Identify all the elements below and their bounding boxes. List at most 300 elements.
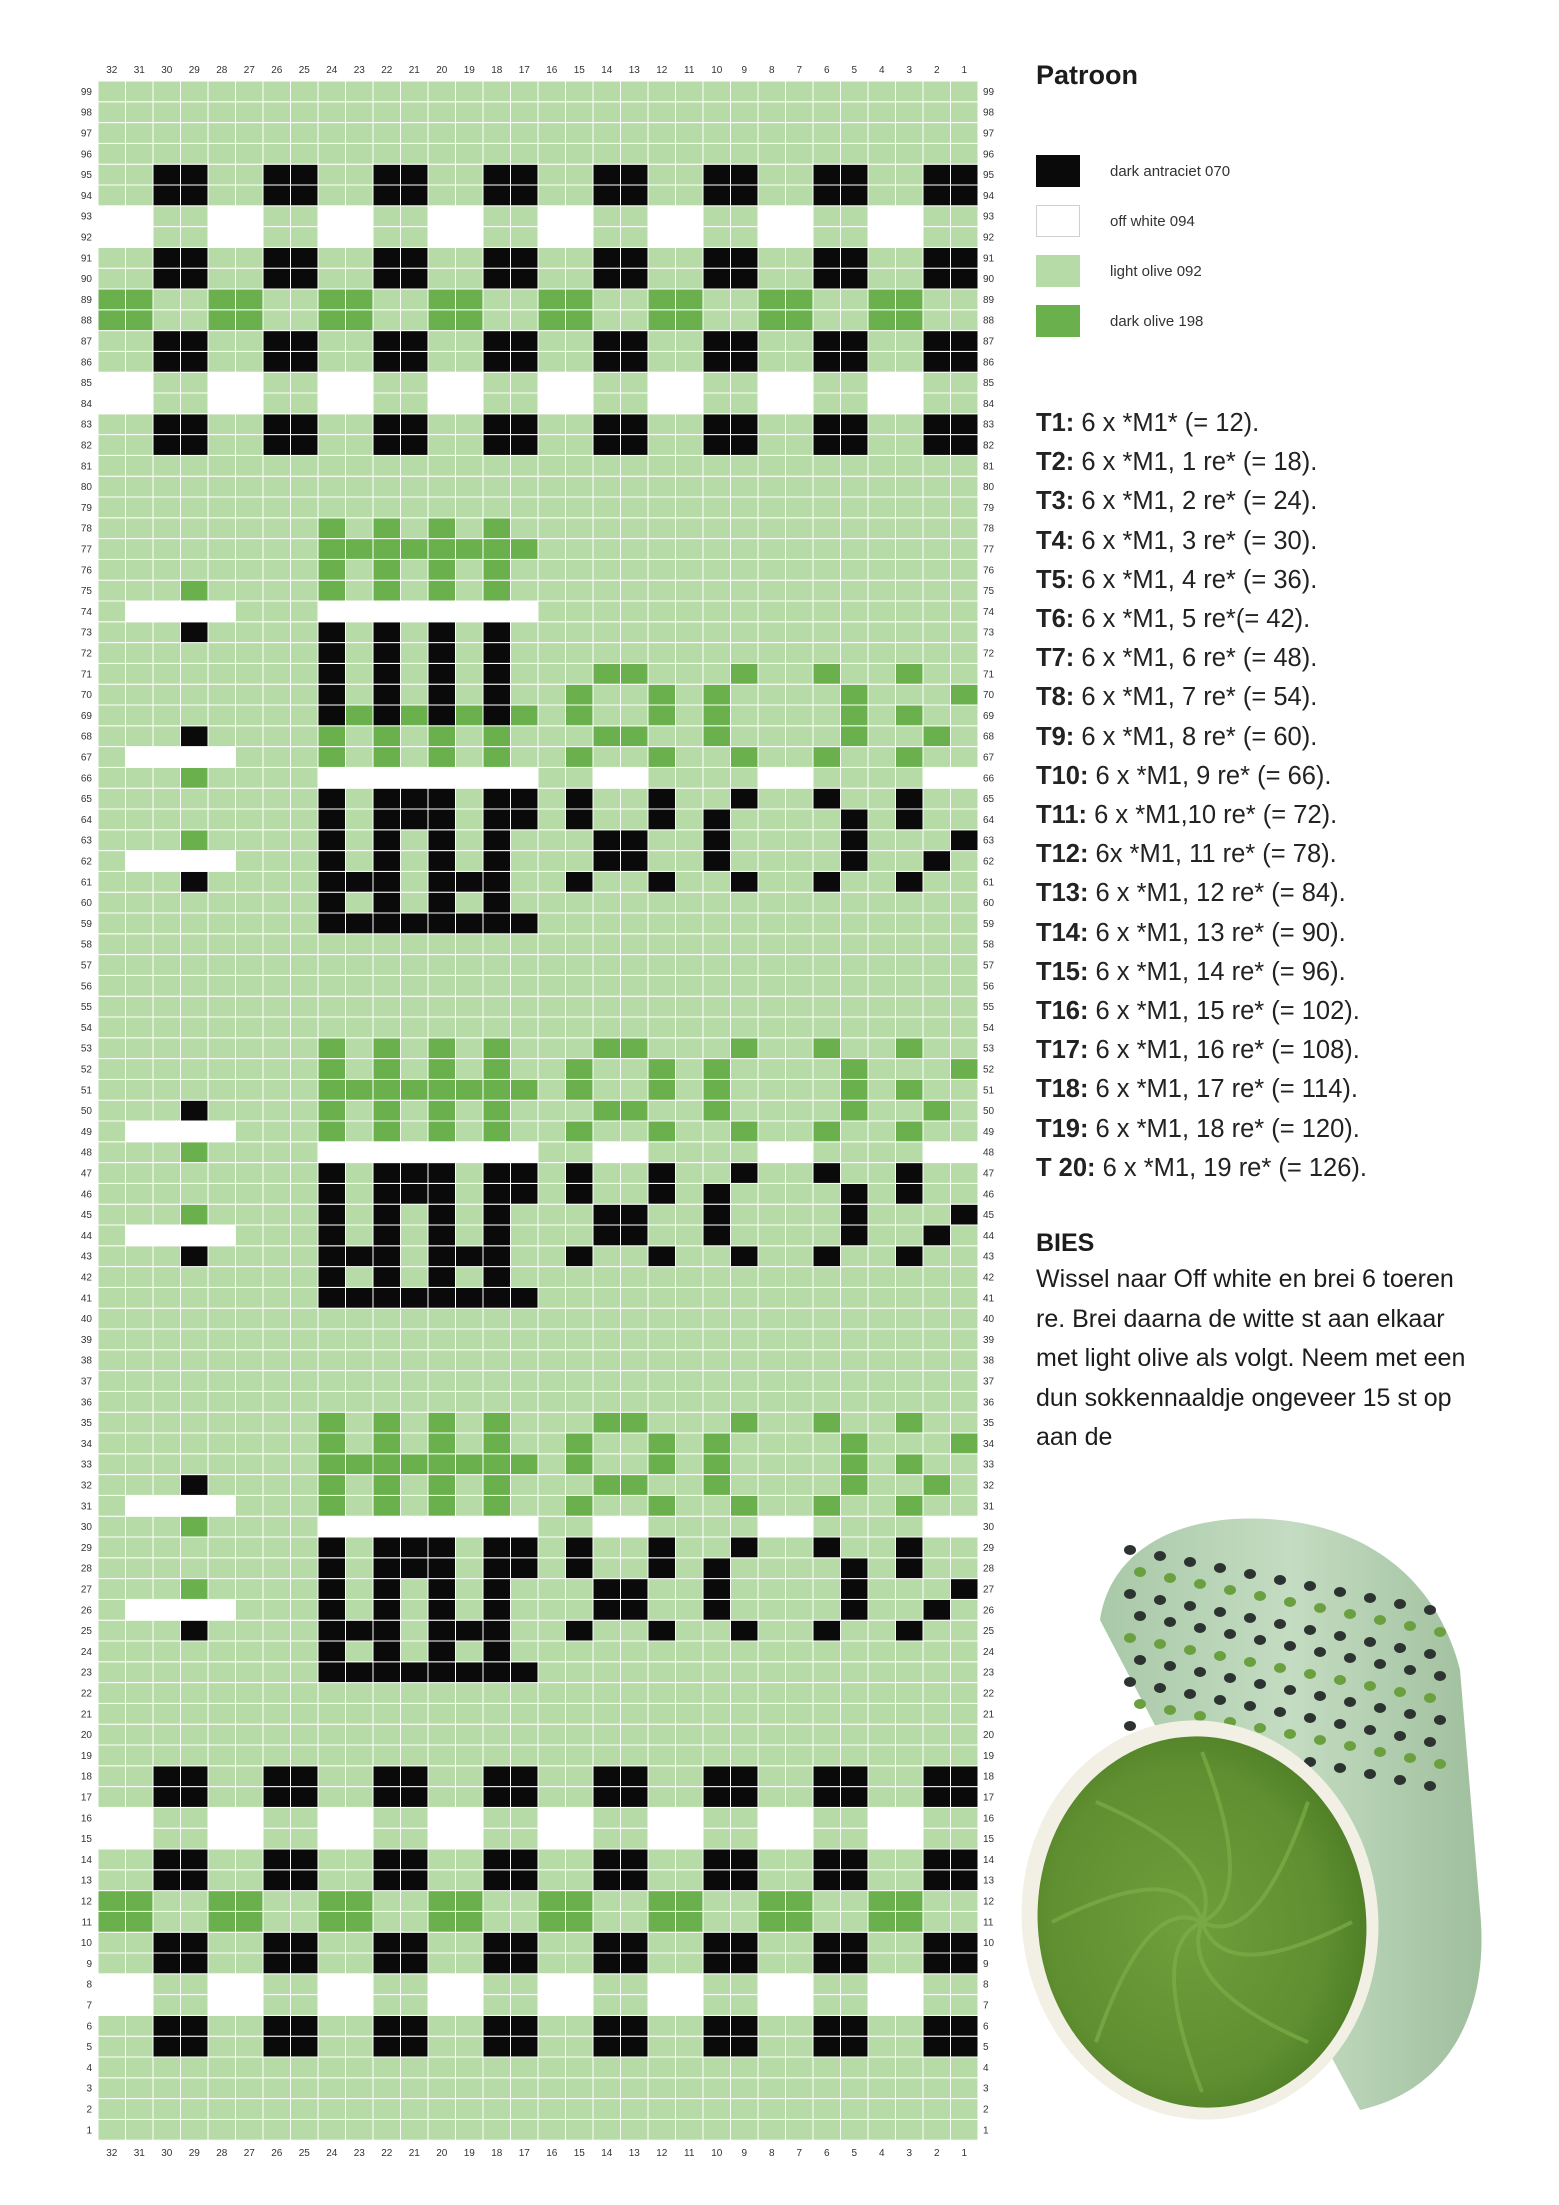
chart-cell — [346, 684, 374, 705]
chart-cell — [263, 1017, 291, 1038]
chart-cell — [648, 622, 676, 643]
row-number: 10 — [983, 1938, 995, 1950]
chart-cell — [126, 1287, 154, 1308]
chart-cell — [153, 705, 181, 726]
row-number: 42 — [983, 1272, 995, 1284]
chart-cell — [511, 1308, 539, 1329]
knit-dot — [1364, 1769, 1376, 1779]
chart-cell — [263, 2015, 291, 2036]
chart-cell — [456, 1724, 484, 1745]
chart-cell — [648, 2015, 676, 2036]
chart-cell — [181, 1558, 209, 1579]
chart-cell — [813, 1911, 841, 1932]
chart-cell — [511, 643, 539, 664]
chart-cell — [758, 1745, 786, 1766]
chart-cell — [786, 1703, 814, 1724]
chart-cell — [841, 1953, 869, 1974]
chart-cell — [318, 1870, 346, 1891]
chart-cell — [813, 2015, 841, 2036]
chart-cell — [291, 518, 319, 539]
chart-cell — [291, 227, 319, 248]
chart-cell — [786, 1142, 814, 1163]
chart-cell — [153, 851, 181, 872]
chart-cell — [511, 1516, 539, 1537]
chart-cell — [703, 143, 731, 164]
chart-cell — [758, 1724, 786, 1745]
chart-cell — [291, 934, 319, 955]
chart-cell — [373, 185, 401, 206]
chart-cell — [291, 1787, 319, 1808]
chart-cell — [373, 1142, 401, 1163]
chart-cell — [126, 851, 154, 872]
chart-cell — [841, 851, 869, 872]
chart-cell — [428, 580, 456, 601]
chart-cell — [538, 871, 566, 892]
chart-cell — [538, 1183, 566, 1204]
chart-cell — [813, 435, 841, 456]
chart-cell — [181, 2099, 209, 2120]
knit-dot — [1154, 1639, 1166, 1649]
chart-cell — [951, 310, 979, 331]
chart-cell — [868, 435, 896, 456]
chart-cell — [896, 123, 924, 144]
chart-cell — [758, 393, 786, 414]
chart-cell — [566, 518, 594, 539]
row-number: 23 — [80, 1667, 92, 1679]
row-number: 30 — [80, 1522, 92, 1534]
knit-dot — [1224, 1629, 1236, 1639]
chart-cell — [263, 1475, 291, 1496]
row-number: 18 — [983, 1771, 995, 1783]
chart-cell — [676, 1974, 704, 1995]
chart-cell — [786, 268, 814, 289]
chart-cell — [951, 1974, 979, 1995]
chart-cell — [621, 580, 649, 601]
row-number: 69 — [983, 710, 995, 722]
chart-cell — [291, 1579, 319, 1600]
legend-item — [1036, 246, 1536, 296]
chart-cell — [868, 1246, 896, 1267]
chart-cell — [703, 1267, 731, 1288]
chart-cell — [731, 1662, 759, 1683]
chart-cell — [621, 1475, 649, 1496]
chart-cell — [153, 663, 181, 684]
chart-cell — [456, 102, 484, 123]
chart-cell — [896, 1537, 924, 1558]
chart-cell — [483, 1579, 511, 1600]
chart-cell — [208, 1059, 236, 1080]
chart-cell — [868, 1495, 896, 1516]
row-number: 84 — [80, 398, 92, 410]
chart-cell — [813, 1870, 841, 1891]
chart-cell — [868, 1079, 896, 1100]
chart-cell — [951, 1433, 979, 1454]
chart-cell — [703, 1537, 731, 1558]
chart-cell — [263, 580, 291, 601]
chart-cell — [208, 518, 236, 539]
chart-cell — [703, 1163, 731, 1184]
chart-cell — [951, 705, 979, 726]
chart-cell — [208, 1454, 236, 1475]
chart-cell — [621, 1683, 649, 1704]
chart-cell — [593, 1599, 621, 1620]
chart-cell — [923, 767, 951, 788]
chart-cell — [923, 1142, 951, 1163]
column-number: 7 — [796, 65, 803, 76]
chart-cell — [236, 1454, 264, 1475]
chart-cell — [593, 1267, 621, 1288]
chart-cell — [758, 2078, 786, 2099]
chart-cell — [263, 1412, 291, 1433]
row-number: 76 — [80, 565, 92, 577]
chart-cell — [428, 455, 456, 476]
chart-cell — [813, 1246, 841, 1267]
chart-cell — [538, 580, 566, 601]
chart-cell — [648, 1433, 676, 1454]
chart-cell — [648, 1100, 676, 1121]
chart-cell — [428, 1516, 456, 1537]
chart-cell — [621, 1495, 649, 1516]
chart-cell — [731, 1683, 759, 1704]
chart-cell — [566, 1246, 594, 1267]
chart-cell — [566, 206, 594, 227]
chart-cell — [483, 1163, 511, 1184]
row-number: 48 — [80, 1147, 92, 1159]
chart-cell — [758, 1163, 786, 1184]
chart-cell — [896, 996, 924, 1017]
chart-cell — [236, 1662, 264, 1683]
chart-cell — [263, 1849, 291, 1870]
chart-cell — [538, 1641, 566, 1662]
chart-cell — [401, 580, 429, 601]
chart-cell — [621, 1246, 649, 1267]
chart-cell — [593, 1079, 621, 1100]
chart-cell — [511, 1787, 539, 1808]
chart-cell — [483, 2078, 511, 2099]
chart-cell — [593, 1641, 621, 1662]
chart-cell — [951, 1662, 979, 1683]
chart-cell — [786, 372, 814, 393]
chart-cell — [813, 1537, 841, 1558]
chart-cell — [813, 1225, 841, 1246]
chart-cell — [566, 830, 594, 851]
chart-cell — [318, 1828, 346, 1849]
chart-cell — [813, 351, 841, 372]
chart-cell — [511, 601, 539, 622]
chart-cell — [346, 1267, 374, 1288]
chart-cell — [373, 81, 401, 102]
chart-cell — [923, 747, 951, 768]
row-number: 7 — [983, 2000, 989, 2012]
chart-cell — [676, 331, 704, 352]
column-number: 11 — [684, 65, 695, 76]
chart-cell — [841, 143, 869, 164]
chart-cell — [841, 1204, 869, 1225]
chart-cell — [511, 830, 539, 851]
chart-cell — [208, 1495, 236, 1516]
chart-cell — [951, 892, 979, 913]
chart-cell — [786, 1308, 814, 1329]
column-number: 15 — [573, 2148, 585, 2160]
chart-cell — [318, 1142, 346, 1163]
round-line: T7: 6 x *M1, 6 re* (= 48). — [1036, 644, 1318, 673]
chart-cell — [786, 2078, 814, 2099]
chart-cell — [126, 1911, 154, 1932]
row-number: 14 — [983, 1854, 995, 1866]
knit-dot — [1194, 1579, 1206, 1589]
chart-cell — [923, 996, 951, 1017]
chart-cell — [593, 1246, 621, 1267]
chart-cell — [648, 1516, 676, 1537]
chart-cell — [731, 185, 759, 206]
knit-dot — [1184, 1689, 1196, 1699]
chart-cell — [208, 1787, 236, 1808]
chart-cell — [373, 1100, 401, 1121]
chart-cell — [758, 81, 786, 102]
chart-cell — [923, 289, 951, 310]
chart-cell — [511, 1350, 539, 1371]
chart-cell — [401, 1121, 429, 1142]
chart-cell — [896, 143, 924, 164]
chart-cell — [456, 622, 484, 643]
chart-cell — [511, 851, 539, 872]
chart-cell — [731, 1267, 759, 1288]
chart-cell — [731, 1183, 759, 1204]
chart-cell — [923, 1100, 951, 1121]
chart-cell — [566, 1911, 594, 1932]
chart-cell — [896, 1516, 924, 1537]
swatch-dark-antraciet — [1036, 155, 1080, 187]
chart-cell — [786, 539, 814, 560]
chart-cell — [813, 2119, 841, 2140]
chart-cell — [236, 393, 264, 414]
chart-cell — [318, 1932, 346, 1953]
chart-cell — [868, 1308, 896, 1329]
chart-cell — [126, 497, 154, 518]
chart-cell — [401, 1641, 429, 1662]
chart-cell — [181, 1787, 209, 1808]
row-number: 31 — [983, 1501, 995, 1513]
round-line: T17: 6 x *M1, 16 re* (= 108). — [1036, 1036, 1360, 1065]
chart-cell — [676, 663, 704, 684]
chart-cell — [401, 1703, 429, 1724]
chart-cell — [813, 227, 841, 248]
chart-cell — [511, 1537, 539, 1558]
chart-cell — [428, 643, 456, 664]
chart-cell — [401, 1558, 429, 1579]
chart-cell — [153, 1849, 181, 1870]
chart-cell — [566, 476, 594, 497]
chart-cell — [208, 996, 236, 1017]
chart-cell — [593, 1995, 621, 2016]
row-number: 36 — [80, 1397, 92, 1409]
chart-cell — [181, 497, 209, 518]
chart-cell — [868, 684, 896, 705]
chart-cell — [731, 892, 759, 913]
chart-cell — [896, 455, 924, 476]
chart-cell — [401, 1017, 429, 1038]
chart-cell — [923, 1891, 951, 1912]
chart-cell — [703, 539, 731, 560]
chart-cell — [153, 435, 181, 456]
chart-cell — [703, 1183, 731, 1204]
chart-cell — [181, 1267, 209, 1288]
chart-cell — [538, 518, 566, 539]
chart-cell — [841, 102, 869, 123]
chart-cell — [511, 185, 539, 206]
chart-cell — [593, 2078, 621, 2099]
knit-dot — [1244, 1613, 1256, 1623]
chart-cell — [456, 539, 484, 560]
chart-cell — [373, 1558, 401, 1579]
chart-cell — [318, 1766, 346, 1787]
chart-cell — [868, 830, 896, 851]
chart-cell — [236, 1495, 264, 1516]
chart-cell — [841, 435, 869, 456]
row-number: 65 — [80, 794, 92, 806]
chart-cell — [951, 663, 979, 684]
chart-cell — [868, 1766, 896, 1787]
chart-cell — [951, 164, 979, 185]
chart-cell — [758, 934, 786, 955]
column-number: 9 — [741, 2148, 748, 2160]
chart-cell — [181, 372, 209, 393]
chart-cell — [318, 1329, 346, 1350]
chart-cell — [703, 1745, 731, 1766]
chart-cell — [483, 851, 511, 872]
chart-cell — [676, 851, 704, 872]
chart-cell — [648, 851, 676, 872]
chart-cell — [813, 2078, 841, 2099]
chart-cell — [511, 331, 539, 352]
chart-cell — [813, 310, 841, 331]
chart-cell — [868, 1225, 896, 1246]
chart-cell — [428, 227, 456, 248]
chart-cell — [291, 1558, 319, 1579]
chart-cell — [428, 1371, 456, 1392]
chart-cell — [593, 934, 621, 955]
chart-cell — [676, 1121, 704, 1142]
row-number: 41 — [80, 1293, 92, 1305]
chart-cell — [263, 2036, 291, 2057]
chart-cell — [236, 851, 264, 872]
chart-cell — [951, 1870, 979, 1891]
chart-cell — [181, 1183, 209, 1204]
chart-cell — [181, 643, 209, 664]
chart-cell — [373, 955, 401, 976]
chart-cell — [786, 1267, 814, 1288]
chart-cell — [731, 788, 759, 809]
knit-dot — [1404, 1753, 1416, 1763]
chart-cell — [923, 310, 951, 331]
chart-cell — [263, 1183, 291, 1204]
knit-dot — [1134, 1655, 1146, 1665]
row-number: 44 — [80, 1230, 92, 1242]
chart-cell — [703, 726, 731, 747]
chart-cell — [538, 435, 566, 456]
chart-cell — [676, 1516, 704, 1537]
chart-cell — [731, 1766, 759, 1787]
row-number: 67 — [983, 752, 995, 764]
chart-cell — [401, 996, 429, 1017]
chart-cell — [511, 1745, 539, 1766]
chart-cell — [731, 1350, 759, 1371]
chart-cell — [621, 2057, 649, 2078]
chart-cell — [758, 1766, 786, 1787]
chart-cell — [126, 1163, 154, 1184]
chart-cell — [456, 435, 484, 456]
chart-cell — [318, 1558, 346, 1579]
chart-cell — [566, 1163, 594, 1184]
chart-cell — [841, 1308, 869, 1329]
chart-cell — [731, 1059, 759, 1080]
chart-cell — [483, 1953, 511, 1974]
chart-cell — [538, 1204, 566, 1225]
row-number: 74 — [983, 606, 995, 618]
chart-cell — [676, 747, 704, 768]
chart-cell — [593, 1766, 621, 1787]
column-number: 22 — [381, 2148, 393, 2160]
chart-cell — [126, 975, 154, 996]
chart-cell — [126, 830, 154, 851]
chart-cell — [538, 1807, 566, 1828]
chart-cell — [401, 372, 429, 393]
chart-cell — [786, 1766, 814, 1787]
chart-cell — [648, 435, 676, 456]
chart-cell — [456, 767, 484, 788]
chart-cell — [456, 247, 484, 268]
chart-cell — [456, 643, 484, 664]
chart-cell — [841, 830, 869, 851]
chart-cell — [676, 1641, 704, 1662]
chart-cell — [951, 476, 979, 497]
chart-cell — [731, 289, 759, 310]
chart-cell — [401, 435, 429, 456]
chart-cell — [98, 643, 126, 664]
chart-cell — [181, 268, 209, 289]
chart-cell — [428, 1100, 456, 1121]
chart-cell — [786, 1662, 814, 1683]
chart-cell — [731, 1329, 759, 1350]
chart-cell — [648, 2078, 676, 2099]
chart-cell — [511, 1163, 539, 1184]
chart-cell — [483, 1204, 511, 1225]
chart-cell — [511, 414, 539, 435]
row-number: 10 — [80, 1938, 92, 1950]
chart-cell — [648, 1412, 676, 1433]
chart-cell — [896, 1267, 924, 1288]
chart-cell — [318, 143, 346, 164]
chart-cell — [428, 1579, 456, 1600]
chart-cell — [291, 663, 319, 684]
chart-cell — [373, 1163, 401, 1184]
chart-cell — [648, 518, 676, 539]
chart-cell — [208, 227, 236, 248]
chart-cell — [676, 955, 704, 976]
chart-cell — [291, 851, 319, 872]
chart-cell — [566, 747, 594, 768]
chart-cell — [566, 1287, 594, 1308]
chart-cell — [758, 580, 786, 601]
chart-cell — [896, 1371, 924, 1392]
chart-cell — [181, 892, 209, 913]
chart-cell — [263, 2057, 291, 2078]
chart-cell — [566, 955, 594, 976]
chart-cell — [318, 2119, 346, 2140]
chart-cell — [648, 268, 676, 289]
chart-cell — [428, 539, 456, 560]
chart-cell — [786, 1599, 814, 1620]
